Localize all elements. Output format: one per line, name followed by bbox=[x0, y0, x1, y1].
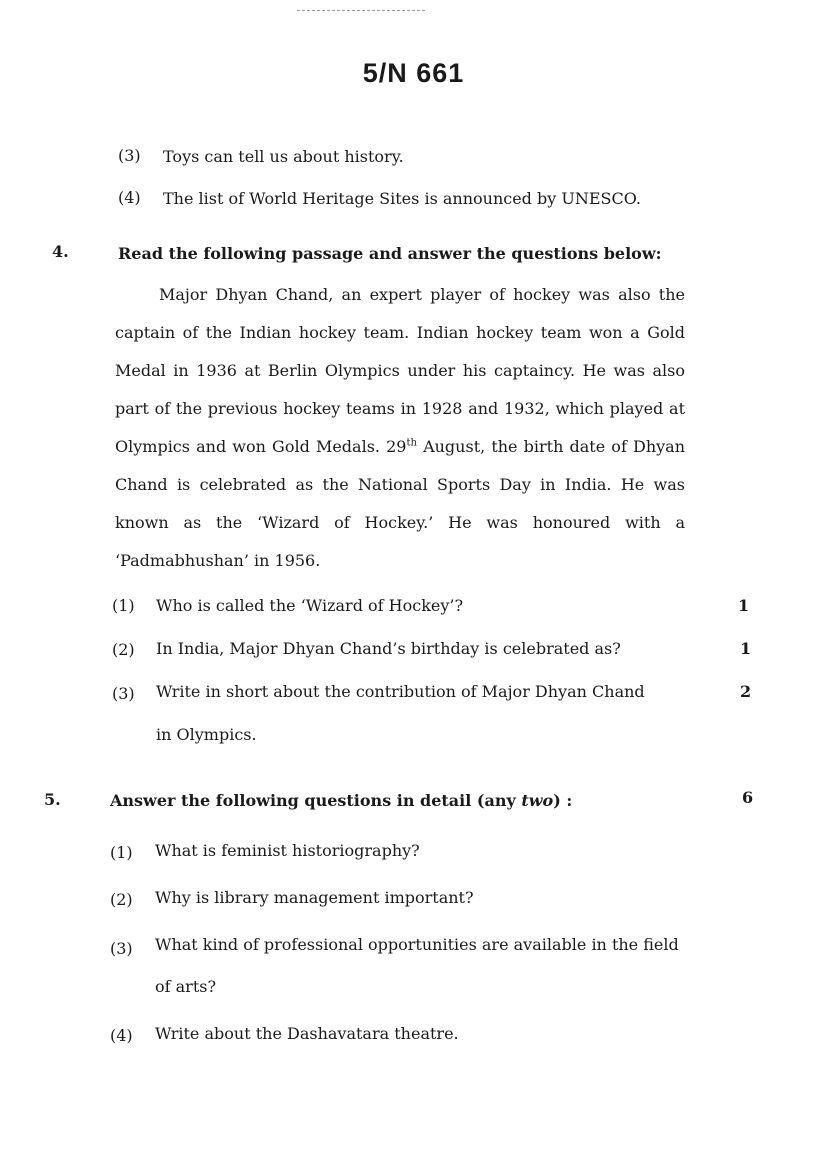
passage-line: Major Dhyan Chand, an expert player of hockey was also the bbox=[159, 285, 685, 304]
marks: 2 bbox=[740, 682, 752, 701]
passage-line: captain of the Indian hockey team. Indian hockey team won a Gold bbox=[115, 323, 685, 342]
sub-question-number: (2) bbox=[112, 640, 135, 659]
instruction-text: ) : bbox=[553, 791, 573, 810]
paper-code: 5/N 661 bbox=[362, 58, 465, 88]
question-instruction: Read the following passage and answer the questions below: bbox=[118, 244, 662, 263]
sub-question-number: (1) bbox=[110, 843, 133, 862]
sub-question-text-continued: of arts? bbox=[155, 977, 217, 996]
marks: 6 bbox=[742, 788, 754, 807]
sub-question-text-continued: in Olympics. bbox=[156, 725, 257, 744]
sub-question-number: (1) bbox=[112, 596, 135, 615]
sub-question-text: In India, Major Dhyan Chand’s birthday is celebrated as? bbox=[156, 639, 621, 658]
question-instruction bbox=[110, 791, 572, 811]
sub-question-text: Write in short about the contribution of Major Dhyan Chand bbox=[156, 682, 645, 701]
passage-line: ‘Padmabhushan’ in 1956. bbox=[115, 551, 321, 570]
passage-line: known as the ‘Wizard of Hockey.’ He was honoured with a bbox=[115, 513, 685, 532]
marks: 1 bbox=[738, 596, 750, 615]
instruction-emphasis: two bbox=[521, 791, 554, 810]
instruction-text: Answer the following questions in detail (any bbox=[110, 791, 522, 810]
passage-line bbox=[115, 437, 685, 475]
question-number: 5. bbox=[44, 790, 61, 809]
question-number: 4. bbox=[52, 242, 69, 261]
sub-question-text: What is feminist historiography? bbox=[155, 841, 420, 860]
prev-item-number: (4) bbox=[118, 188, 141, 207]
sub-question-text: What kind of professional opportunities are available in the field bbox=[155, 935, 679, 954]
sub-question-text: Why is library management important? bbox=[155, 888, 474, 907]
ordinal-suffix: th bbox=[406, 437, 417, 449]
passage-text: August, the birth date of Dhyan bbox=[416, 437, 686, 456]
passage-line: part of the previous hockey teams in 1928 and 1932, which played at bbox=[115, 399, 685, 418]
prev-item-text: The list of World Heritage Sites is announced by UNESCO. bbox=[163, 189, 642, 208]
top-divider bbox=[297, 10, 425, 11]
prev-item-number: (3) bbox=[118, 146, 141, 165]
passage-text: Olympics and won Gold Medals. 29 bbox=[115, 437, 407, 456]
sub-question-number: (2) bbox=[110, 890, 133, 909]
marks: 1 bbox=[740, 639, 752, 658]
sub-question-number: (4) bbox=[110, 1026, 133, 1045]
sub-question-number: (3) bbox=[110, 939, 133, 958]
sub-question-text: Write about the Dashavatara theatre. bbox=[155, 1024, 459, 1043]
passage bbox=[115, 285, 685, 589]
sub-question-number: (3) bbox=[112, 684, 135, 703]
prev-item-text: Toys can tell us about history. bbox=[163, 147, 404, 166]
sub-question-text: Who is called the ‘Wizard of Hockey’? bbox=[156, 596, 464, 615]
passage-line: Medal in 1936 at Berlin Olympics under his captaincy. He was also bbox=[115, 361, 685, 380]
passage-line: Chand is celebrated as the National Sports Day in India. He was bbox=[115, 475, 685, 494]
